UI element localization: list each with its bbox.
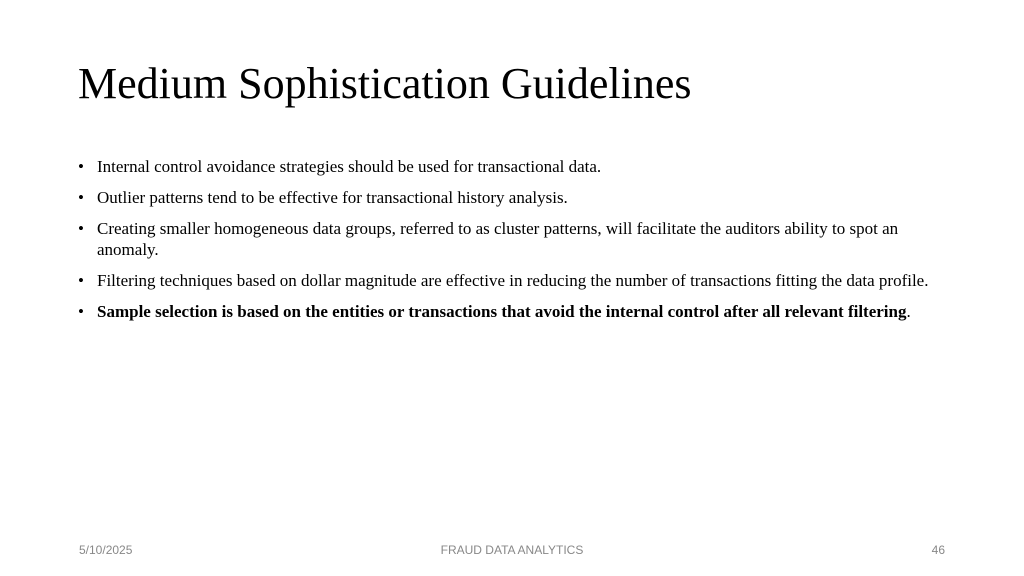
- bullet-text: Filtering techniques based on dollar magnitude are effective in reducing the number of transactions fitting the data profile.: [97, 271, 929, 290]
- bullet-icon: •: [78, 302, 84, 321]
- bullet-item-outlier-patterns: [78, 187, 948, 208]
- footer-page-number: 46: [931, 543, 945, 557]
- bullet-trailing-period: .: [906, 302, 911, 321]
- bullet-item-sample-selection: [78, 301, 948, 322]
- footer-date: 5/10/2025: [79, 543, 133, 557]
- bullet-text-bold: Sample selection is based on the entities or transactions that avoid the internal control after all relevant filtering: [97, 302, 907, 321]
- bullet-item-internal-control: [78, 156, 948, 177]
- bullet-list: [78, 156, 948, 332]
- bullet-icon: •: [78, 271, 84, 290]
- bullet-text: Internal control avoidance strategies should be used for transactional data.: [97, 157, 602, 176]
- bullet-icon: •: [78, 157, 84, 176]
- bullet-text: Outlier patterns tend to be effective for transactional history analysis.: [97, 188, 568, 207]
- bullet-icon: •: [78, 188, 84, 207]
- bullet-text: Creating smaller homogeneous data groups, referred to as cluster patterns, will facilitate the auditors ability to spot an anomaly.: [97, 219, 899, 259]
- bullet-item-cluster-patterns: [78, 218, 948, 260]
- bullet-icon: •: [78, 219, 84, 238]
- bullet-item-filtering-techniques: [78, 270, 948, 291]
- slide-title: Medium Sophistication Guidelines: [78, 59, 692, 108]
- footer-title: FRAUD DATA ANALYTICS: [440, 543, 584, 557]
